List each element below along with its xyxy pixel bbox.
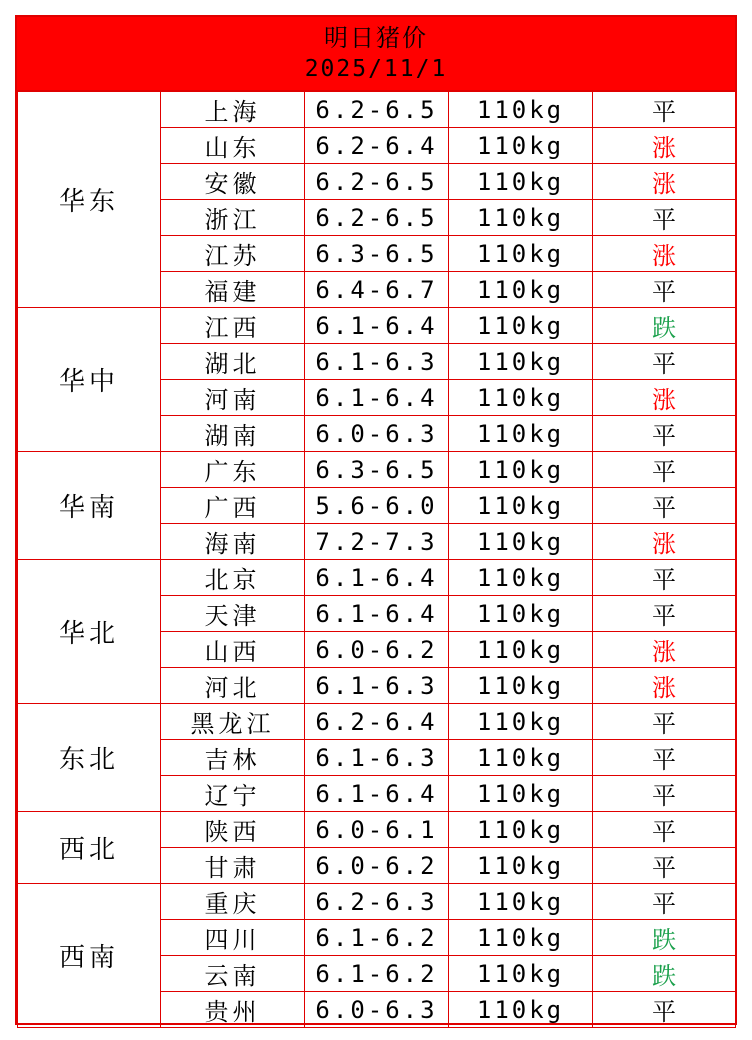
- trend-cell: 平: [593, 992, 736, 1028]
- weight-cell: 110kg: [449, 236, 593, 272]
- price-table: [17, 91, 736, 1028]
- trend-cell: 平: [593, 452, 736, 488]
- weight-cell: 110kg: [449, 524, 593, 560]
- table-row: [18, 560, 736, 596]
- region-cell: 华南: [18, 452, 161, 560]
- region-cell: 东北: [18, 704, 161, 812]
- province-cell: 上海: [161, 92, 305, 128]
- price-range-cell: 6.2-6.4: [305, 128, 449, 164]
- price-range-cell: 6.1-6.2: [305, 956, 449, 992]
- trend-cell: 平: [593, 596, 736, 632]
- table-row: [18, 452, 736, 488]
- trend-cell: 平: [593, 812, 736, 848]
- trend-cell: 涨: [593, 668, 736, 704]
- weight-cell: 110kg: [449, 632, 593, 668]
- trend-cell: 跌: [593, 920, 736, 956]
- price-range-cell: 6.2-6.3: [305, 884, 449, 920]
- price-range-cell: 6.1-6.3: [305, 344, 449, 380]
- trend-cell: 涨: [593, 380, 736, 416]
- province-cell: 河南: [161, 380, 305, 416]
- province-cell: 江苏: [161, 236, 305, 272]
- weight-cell: 110kg: [449, 956, 593, 992]
- price-range-cell: 6.2-6.4: [305, 704, 449, 740]
- weight-cell: 110kg: [449, 560, 593, 596]
- trend-cell: 平: [593, 92, 736, 128]
- province-cell: 山东: [161, 128, 305, 164]
- weight-cell: 110kg: [449, 848, 593, 884]
- trend-cell: 平: [593, 200, 736, 236]
- weight-cell: 110kg: [449, 164, 593, 200]
- table-row: [18, 92, 736, 128]
- weight-cell: 110kg: [449, 704, 593, 740]
- region-cell: 西北: [18, 812, 161, 884]
- province-cell: 贵州: [161, 992, 305, 1028]
- table-row: [18, 704, 736, 740]
- province-cell: 天津: [161, 596, 305, 632]
- trend-cell: 跌: [593, 308, 736, 344]
- table-row: [18, 308, 736, 344]
- trend-cell: 平: [593, 488, 736, 524]
- weight-cell: 110kg: [449, 272, 593, 308]
- weight-cell: 110kg: [449, 488, 593, 524]
- province-cell: 海南: [161, 524, 305, 560]
- price-range-cell: 6.1-6.4: [305, 776, 449, 812]
- trend-cell: 涨: [593, 164, 736, 200]
- price-range-cell: 7.2-7.3: [305, 524, 449, 560]
- price-range-cell: 6.0-6.2: [305, 848, 449, 884]
- price-range-cell: 6.2-6.5: [305, 92, 449, 128]
- province-cell: 四川: [161, 920, 305, 956]
- price-range-cell: 6.3-6.5: [305, 452, 449, 488]
- price-sheet: [15, 15, 737, 1025]
- trend-cell: 平: [593, 272, 736, 308]
- trend-cell: 平: [593, 560, 736, 596]
- sheet-title: 明日猪价: [324, 23, 428, 52]
- price-range-cell: 6.1-6.4: [305, 308, 449, 344]
- weight-cell: 110kg: [449, 128, 593, 164]
- sheet-header: [17, 17, 735, 91]
- province-cell: 云南: [161, 956, 305, 992]
- trend-cell: 平: [593, 848, 736, 884]
- price-range-cell: 5.6-6.0: [305, 488, 449, 524]
- province-cell: 广西: [161, 488, 305, 524]
- trend-cell: 平: [593, 740, 736, 776]
- weight-cell: 110kg: [449, 200, 593, 236]
- trend-cell: 涨: [593, 128, 736, 164]
- weight-cell: 110kg: [449, 668, 593, 704]
- province-cell: 吉林: [161, 740, 305, 776]
- province-cell: 北京: [161, 560, 305, 596]
- province-cell: 黑龙江: [161, 704, 305, 740]
- province-cell: 山西: [161, 632, 305, 668]
- region-cell: 华北: [18, 560, 161, 704]
- price-range-cell: 6.1-6.4: [305, 380, 449, 416]
- trend-cell: 平: [593, 416, 736, 452]
- price-range-cell: 6.0-6.2: [305, 632, 449, 668]
- price-range-cell: 6.1-6.2: [305, 920, 449, 956]
- table-row: [18, 884, 736, 920]
- price-range-cell: 6.2-6.5: [305, 200, 449, 236]
- province-cell: 浙江: [161, 200, 305, 236]
- province-cell: 福建: [161, 272, 305, 308]
- trend-cell: 平: [593, 776, 736, 812]
- trend-cell: 涨: [593, 524, 736, 560]
- weight-cell: 110kg: [449, 812, 593, 848]
- price-range-cell: 6.1-6.4: [305, 560, 449, 596]
- price-range-cell: 6.0-6.3: [305, 416, 449, 452]
- table-row: [18, 812, 736, 848]
- province-cell: 湖北: [161, 344, 305, 380]
- trend-cell: 涨: [593, 632, 736, 668]
- region-cell: 华东: [18, 92, 161, 308]
- trend-cell: 平: [593, 884, 736, 920]
- weight-cell: 110kg: [449, 344, 593, 380]
- province-cell: 安徽: [161, 164, 305, 200]
- province-cell: 辽宁: [161, 776, 305, 812]
- price-table-body: [18, 92, 736, 1028]
- province-cell: 重庆: [161, 884, 305, 920]
- price-range-cell: 6.3-6.5: [305, 236, 449, 272]
- province-cell: 甘肃: [161, 848, 305, 884]
- weight-cell: 110kg: [449, 740, 593, 776]
- province-cell: 广东: [161, 452, 305, 488]
- weight-cell: 110kg: [449, 416, 593, 452]
- price-range-cell: 6.0-6.1: [305, 812, 449, 848]
- price-range-cell: 6.4-6.7: [305, 272, 449, 308]
- price-range-cell: 6.0-6.3: [305, 992, 449, 1028]
- trend-cell: 平: [593, 704, 736, 740]
- weight-cell: 110kg: [449, 452, 593, 488]
- region-cell: 华中: [18, 308, 161, 452]
- price-range-cell: 6.1-6.3: [305, 668, 449, 704]
- trend-cell: 涨: [593, 236, 736, 272]
- province-cell: 江西: [161, 308, 305, 344]
- trend-cell: 平: [593, 344, 736, 380]
- weight-cell: 110kg: [449, 884, 593, 920]
- sheet-date: 2025/11/1: [304, 55, 448, 82]
- weight-cell: 110kg: [449, 992, 593, 1028]
- province-cell: 陕西: [161, 812, 305, 848]
- price-range-cell: 6.1-6.3: [305, 740, 449, 776]
- weight-cell: 110kg: [449, 380, 593, 416]
- province-cell: 河北: [161, 668, 305, 704]
- weight-cell: 110kg: [449, 920, 593, 956]
- price-range-cell: 6.1-6.4: [305, 596, 449, 632]
- region-cell: 西南: [18, 884, 161, 1028]
- province-cell: 湖南: [161, 416, 305, 452]
- weight-cell: 110kg: [449, 308, 593, 344]
- weight-cell: 110kg: [449, 776, 593, 812]
- price-range-cell: 6.2-6.5: [305, 164, 449, 200]
- weight-cell: 110kg: [449, 92, 593, 128]
- trend-cell: 跌: [593, 956, 736, 992]
- weight-cell: 110kg: [449, 596, 593, 632]
